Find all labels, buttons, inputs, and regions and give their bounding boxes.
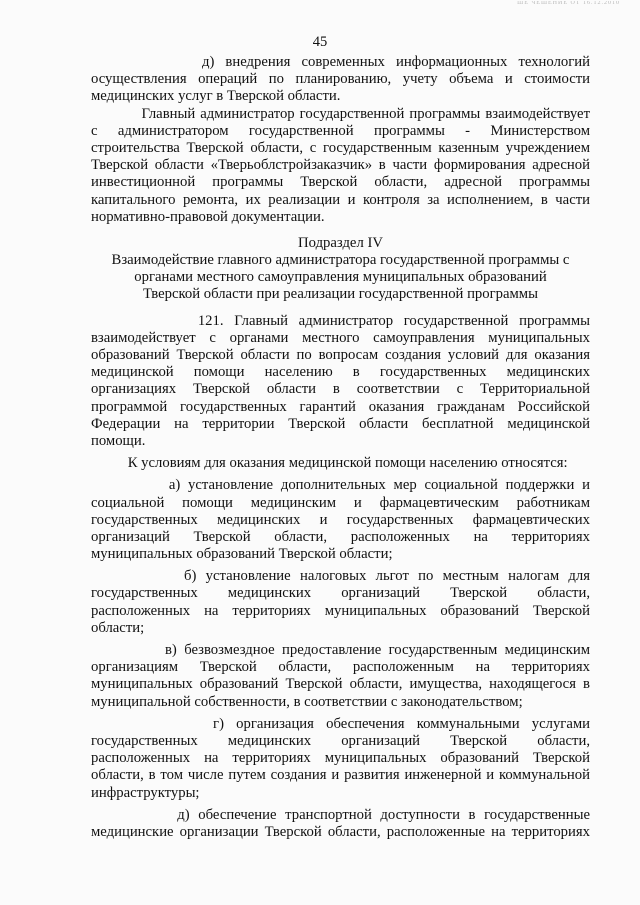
text-line: медицинские организации Тверской области, расположенные на территориях <box>91 823 590 840</box>
text-line: области, в том числе путем создания и развития инженерной и коммунальной <box>91 767 590 784</box>
text-line: а) установление дополнительных мер социальной поддержки и <box>91 477 590 494</box>
text-line: муниципальной собственности, в соответствии с законодательством; <box>91 693 523 710</box>
text-line: инфраструктуры; <box>91 784 200 801</box>
text-line: организациям Тверской области, расположенным на территориях <box>91 659 590 676</box>
text-line: образований Тверской области по вопросам создания условий для оказания <box>91 347 590 363</box>
text-line: расположенных на территориях муниципальных образований Тверской <box>91 602 590 619</box>
corner-stamp: ШЕ ЧЕШЕНИЕ ОТ 16.12.2010 <box>517 1 620 5</box>
spacer <box>91 304 590 313</box>
text-line: социальной помощи медицинским и фармацевтическим работникам <box>91 494 590 511</box>
text-line: г) организация обеспечения коммунальными услугами <box>91 715 590 732</box>
body-paragraph <box>91 477 590 563</box>
text-line: организаций Тверской области, расположенных на территориях <box>91 528 590 545</box>
subsection-title-line: Тверской области при реализации государственной программы <box>143 286 538 303</box>
body-paragraph <box>91 313 590 451</box>
body-paragraph <box>91 455 590 472</box>
text-line: организациях Тверской области в соответствии с Территориальной <box>91 381 590 398</box>
intro-paragraph <box>91 106 590 226</box>
spacer <box>91 226 590 235</box>
text-line: помощи. <box>91 432 146 449</box>
text-line: инвестиционной программы Тверской области, адресной программы <box>91 174 590 191</box>
document-body <box>91 54 590 841</box>
text-line: д) внедрения современных информационных технологий <box>91 54 590 70</box>
text-line: д) обеспечение транспортной доступности в государственные <box>91 806 590 823</box>
text-line: 121. Главный администратор государственной программы <box>91 312 590 329</box>
text-line: строительства Тверской области, с государственным казенным учреждением <box>91 139 590 156</box>
text-line: медицинской помощи населению в государственных медицинских <box>91 364 590 381</box>
text-line: Тверской области «Тверьоблстройзаказчик» в части формирования адресной <box>91 157 590 174</box>
text-line: взаимодействует с органами местного самоуправления муниципальных <box>91 329 590 346</box>
text-line: Федерации на территории Тверской области бесплатной медицинской <box>91 415 590 432</box>
body-paragraph <box>91 716 590 802</box>
body-paragraph <box>91 568 590 637</box>
text-line: муниципальных образований Тверской области, имущества, находящегося в <box>91 676 590 693</box>
text-line: капитального ремонта, их реализации и контроля за исполнением, в части <box>91 191 590 208</box>
text-line: программой государственных гарантий оказания гражданам Российской <box>91 398 590 415</box>
body-paragraph <box>91 642 590 711</box>
text-line: К условиям для оказания медицинской помощи населению относятся: <box>91 455 568 472</box>
text-line: муниципальных образований Тверской области; <box>91 546 393 563</box>
text-line: медицинских услуг в Тверской области. <box>91 88 341 105</box>
text-line: государственных медицинских организаций Тверской области, <box>91 732 590 749</box>
text-line: с администратором государственной программы - Министерством <box>91 122 590 139</box>
text-line: государственных медицинских и государственных фармацевтических <box>91 511 590 528</box>
subsection-title-line: Взаимодействие главного администратора государственной программы с <box>111 252 570 269</box>
text-line: Главный администратор государственной программы взаимодействует <box>91 105 590 122</box>
subsection-title-line: органами местного самоуправления муниципальных образований <box>134 269 547 286</box>
text-line: расположенных на территориях муниципальных образований Тверской <box>91 750 590 767</box>
text-line: области; <box>91 619 145 636</box>
page-number: 45 <box>312 34 328 50</box>
text-line: в) безвозмездное предоставление государственным медицинским <box>91 642 590 658</box>
subsection-heading <box>91 235 590 304</box>
text-line: б) установление налоговых льгот по местным налогам для <box>91 568 590 585</box>
intro-paragraph <box>91 54 590 106</box>
text-line: осуществления операций по планированию, учету объема и стоимости <box>91 71 590 88</box>
body-paragraph <box>91 807 590 841</box>
text-line: государственных медицинских организаций Тверской области, <box>91 585 590 602</box>
subsection-number: Подраздел IV <box>298 234 383 251</box>
text-line: нормативно-правовой документации. <box>91 208 325 225</box>
